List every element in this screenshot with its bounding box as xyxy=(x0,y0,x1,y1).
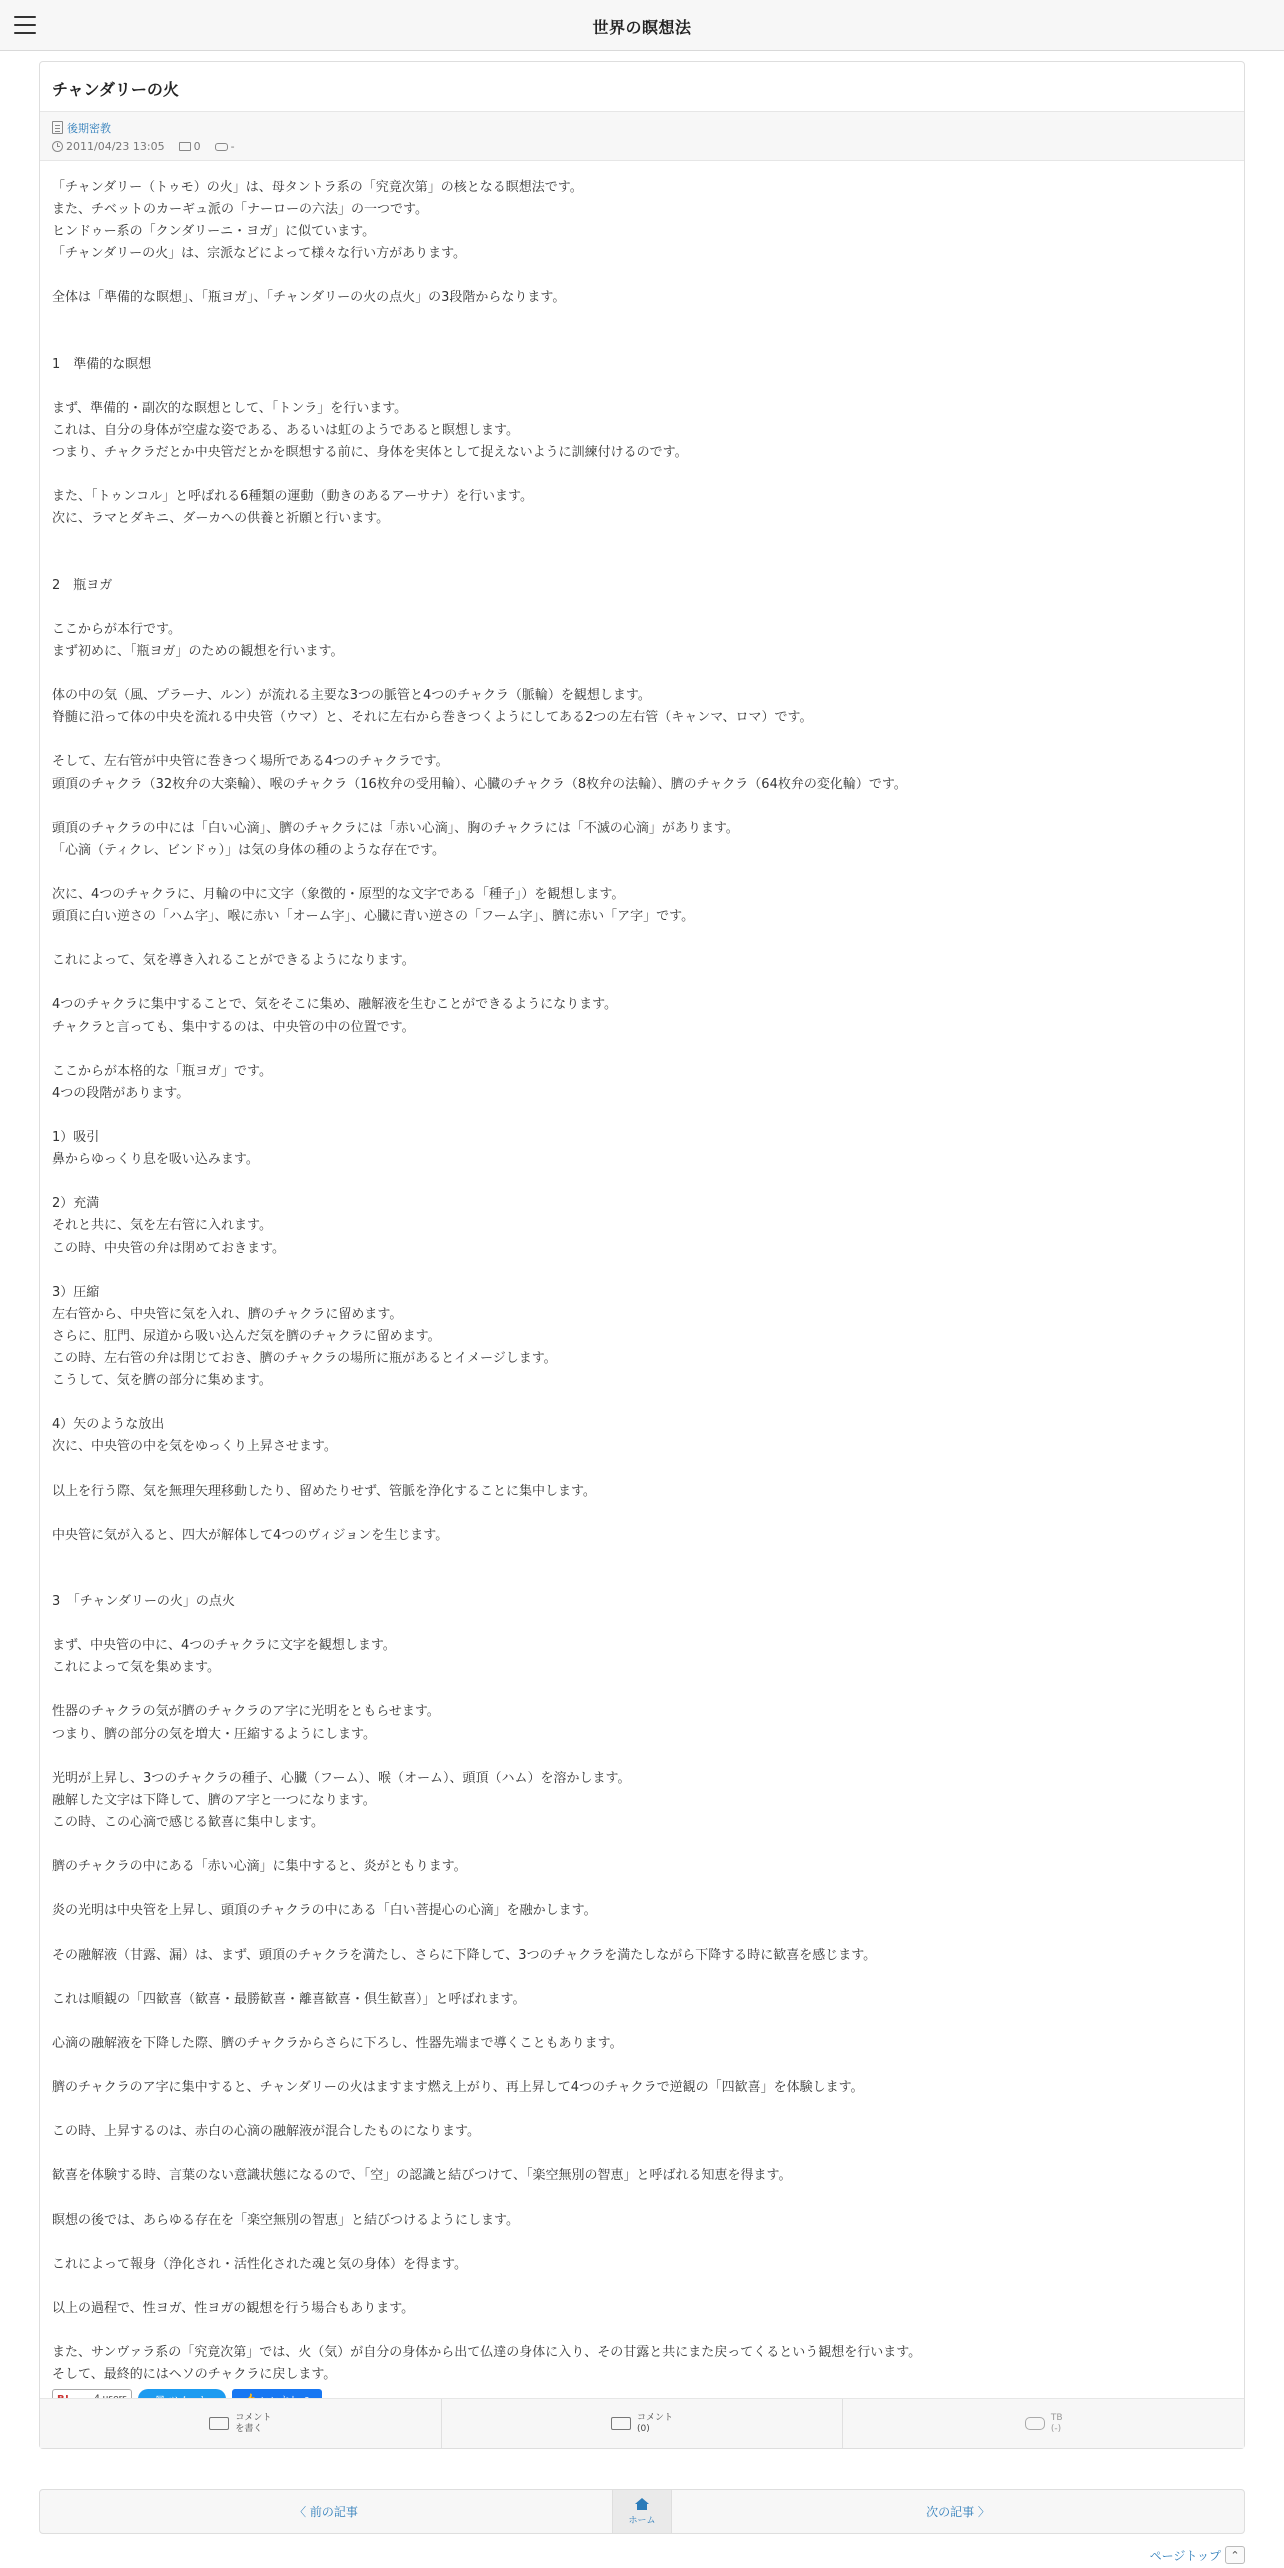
trackback-label-1: TB xyxy=(1050,2412,1063,2423)
body-line: 臍のチャクラの中にある「赤い心滴」に集中すると、炎がともります。 xyxy=(52,1859,467,1875)
body-line: 以上の過程で、性ヨガ、性ヨガの観想を行う場合もあります。 xyxy=(52,2301,415,2316)
body-line: 4つの段階があります。 xyxy=(52,1085,190,1101)
body-line: 頭頂のチャクラの中には「白い心滴」、臍のチャクラには「赤い心滴」、胸のチャクラには「不滅の心滴」があります。 xyxy=(52,820,739,836)
body-line: これによって報身（浄化され・活性化された魂と気の身体）を得ます。 xyxy=(52,2256,467,2272)
comment-count[interactable]: 0 xyxy=(193,140,201,153)
trackback-loop-icon xyxy=(1025,2417,1045,2430)
trackback-count[interactable]: - xyxy=(230,140,235,153)
body-line: 瞑想の後では、あらゆる存在を「楽空無別の智恵」と結びつけるようにします。 xyxy=(52,2212,519,2228)
body-line: つまり、チャクラだとか中央管だとかを瞑想する前に、身体を実体として捉えないように訓練付けるのです。 xyxy=(52,445,688,461)
blank-line xyxy=(52,531,1232,553)
body-line: つまり、臍の部分の気を増大・圧縮するようにします。 xyxy=(52,1726,376,1742)
body-line: これによって気を集めます。 xyxy=(52,1660,220,1676)
body-line: 鼻からゆっくり息を吸い込みます。 xyxy=(52,1152,259,1168)
body-line: これは順観の「四歓喜（歓喜・最勝歓喜・離喜歓喜・倶生歓喜）」と呼ばれます。 xyxy=(52,1991,526,2007)
home-label: ホーム xyxy=(628,2515,656,2526)
blank-line xyxy=(52,310,1232,332)
blank-line xyxy=(52,1746,1232,1768)
body-line: その融解液（甘露、漏）は、まず、頭頂のチャクラを満たし、さらに下降して、3つのチャクラを満たしながら下降する時に歓喜を感じます。 xyxy=(52,1947,877,1963)
blank-line xyxy=(52,265,1232,287)
body-line: この時、中央管の弁は閉めておきます。 xyxy=(52,1240,285,1256)
body-line: この時、この心滴で感じる歓喜に集中します。 xyxy=(52,1814,324,1830)
body-line: 炎の光明は中央管を上昇し、頭頂のチャクラの中にある「白い菩提心の心滴」を融かします。 xyxy=(52,1903,597,1919)
body-line: 頭頂に白い逆さの「ハム字」、喉に赤い「オーム字」、心臓に青い逆さの「フーム字」、臍に赤い「ア字」です。 xyxy=(52,909,695,925)
write-comment-label-2: を書く xyxy=(235,2423,263,2434)
article-title[interactable]: チャンダリーの火 xyxy=(40,62,1244,112)
home-button[interactable] xyxy=(612,2490,672,2533)
blank-line xyxy=(52,1967,1232,1989)
blank-line xyxy=(52,1878,1232,1900)
body-line: 2）充満 xyxy=(52,1196,100,1212)
article-action-bar xyxy=(40,2398,1244,2448)
body-line: 次に、ラマとダキニ、ダーカへの供養と祈願と行います。 xyxy=(52,511,390,527)
blank-line xyxy=(52,597,1232,619)
blank-line xyxy=(52,1171,1232,1193)
comments-label-2: (0) xyxy=(637,2423,650,2434)
page-top-link[interactable] xyxy=(1150,2546,1245,2564)
blank-line xyxy=(52,2276,1232,2298)
page-top-label: ページトップ xyxy=(1149,2548,1221,2563)
article-body xyxy=(40,161,1244,2386)
body-line: また、サンヴァラ系の「究竟次第」では、火（気）が自分の身体から出て仏達の身体に入り、その甘露と共にまた戻ってくるという観想を行います。 xyxy=(52,2345,922,2361)
blank-line xyxy=(52,553,1232,575)
trackback-label-2: (-) xyxy=(1050,2423,1062,2434)
write-comment-label-1: コメント xyxy=(235,2412,272,2423)
body-line: これによって、気を導き入れることができるようになります。 xyxy=(52,953,415,969)
post-datetime: 2011/04/23 13:05 xyxy=(66,140,165,153)
blank-line xyxy=(52,1503,1232,1525)
blank-line xyxy=(52,796,1232,818)
comment-bubble-icon xyxy=(611,2417,631,2430)
body-line: 2 瓶ヨガ xyxy=(52,577,113,593)
body-line: 中央管に気が入ると、四大が解体して4つのヴィジョンを生じます。 xyxy=(52,1527,449,1543)
pencil-comment-icon xyxy=(209,2417,229,2430)
body-line: 以上を行う際、気を無理矢理移動したり、留めたりせず、管脈を浄化することに集中します。 xyxy=(52,1483,596,1499)
blank-line xyxy=(52,2320,1232,2342)
blank-line xyxy=(52,1105,1232,1127)
blank-line xyxy=(52,2143,1232,2165)
blank-line xyxy=(52,376,1232,398)
body-line: 心滴の融解液を下降した際、臍のチャクラからさらに下ろし、性器先端まで導くこともあります。 xyxy=(52,2035,623,2051)
body-line: 3）圧縮 xyxy=(52,1284,100,1300)
body-line: ヒンドゥー系の「クンダリーニ・ヨガ」に似ています。 xyxy=(52,224,376,240)
body-line: 歓喜を体験する時、言葉のない意識状態になるので、「空」の認識と結びつけて、「楽空無別の智恵」と呼ばれる知恵を得ます。 xyxy=(52,2168,792,2184)
blank-line xyxy=(52,2232,1232,2254)
body-line: これは、自分の身体が空虚な姿である、あるいは虹のようであると瞑想します。 xyxy=(52,423,519,439)
body-line: まず、中央管の中に、4つのチャクラに文字を観想します。 xyxy=(52,1638,396,1654)
body-line: 融解した文字は下降して、臍のア字と一つになります。 xyxy=(52,1792,376,1808)
body-line: 4つのチャクラに集中することで、気をそこに集め、融解液を生むことができるようになります。 xyxy=(52,997,618,1013)
category-icon xyxy=(52,121,63,134)
body-line: また、チベットのカーギュ派の「ナーローの六法」の一つです。 xyxy=(52,202,428,218)
blank-line xyxy=(52,1613,1232,1635)
blank-line xyxy=(52,1458,1232,1480)
body-line: 光明が上昇し、3つのチャクラの種子、心臓（フーム）、喉（オーム）、頭頂（ハム）を溶かします。 xyxy=(52,1770,631,1786)
body-line: 次に、中央管の中を気をゆっくり上昇させます。 xyxy=(52,1439,337,1455)
body-line: チャクラと言っても、集中するのは、中央管の中の位置です。 xyxy=(52,1019,415,1035)
blank-line xyxy=(52,2188,1232,2210)
article-meta xyxy=(40,112,1244,161)
body-line: この時、上昇するのは、赤白の心滴の融解液が混合したものになります。 xyxy=(52,2124,480,2140)
body-line: 次に、4つのチャクラに、月輪の中に文字（象徴的・原型的な文字である「種子」）を観想します。 xyxy=(52,887,625,902)
comments-label-1: コメント xyxy=(637,2412,674,2423)
trackback-button[interactable] xyxy=(842,2399,1244,2448)
site-title[interactable]: 世界の瞑想法 xyxy=(592,18,692,37)
blank-line xyxy=(52,1039,1232,1061)
blank-line xyxy=(52,1569,1232,1591)
body-line: 1 準備的な瞑想 xyxy=(52,356,152,372)
blank-line xyxy=(52,928,1232,950)
body-line: また、「トゥンコル」と呼ばれる6種類の運動（動きのあるアーサナ）を行います。 xyxy=(52,489,534,505)
body-line: さらに、肛門、尿道から吸い込んだ気を臍のチャクラに留めます。 xyxy=(52,1328,441,1344)
comments-button[interactable] xyxy=(441,2399,843,2448)
body-line: 性器のチャクラの気が臍のチャクラのア字に光明をともらせます。 xyxy=(52,1704,440,1720)
article-card xyxy=(39,61,1245,2449)
body-line: こうして、気を臍の部分に集めます。 xyxy=(52,1373,272,1389)
body-line: 「心滴（ティクレ、ビンドゥ）」は気の身体の種のような存在です。 xyxy=(52,842,446,858)
blank-line xyxy=(52,332,1232,354)
body-line: 頭頂のチャクラ（32枚弁の大楽輪）、喉のチャクラ（16枚弁の受用輪）、心臓のチャクラ（8枚弁の法輪）、臍のチャクラ（64枚弁の変化輪）です。 xyxy=(52,776,907,792)
body-line: 4）矢のような放出 xyxy=(52,1417,165,1433)
body-line: そして、左右管が中央管に巻きつく場所である4つのチャクラです。 xyxy=(52,754,449,770)
clock-icon xyxy=(52,141,63,152)
trackback-icon xyxy=(215,143,228,151)
prev-article-link[interactable]: 〈 前の記事 xyxy=(294,2505,358,2519)
article-navigation xyxy=(39,2489,1245,2534)
body-line: ここからが本格的な「瓶ヨガ」です。 xyxy=(52,1063,272,1079)
body-line: 3 「チャンダリーの火」の点火 xyxy=(52,1594,235,1609)
home-icon xyxy=(635,2498,649,2510)
body-line: まず、準備的・副次的な瞑想として、「トンラ」を行います。 xyxy=(52,400,408,416)
category-link[interactable]: 後期密教 xyxy=(67,121,111,135)
body-line: ここからが本行です。 xyxy=(52,621,181,637)
blank-line xyxy=(52,2011,1232,2033)
comment-icon xyxy=(179,142,191,151)
blank-line xyxy=(52,1547,1232,1569)
body-line: 全体は「準備的な瞑想」、「瓶ヨガ」、「チャンダリーの火の点火」の3段階からなります。 xyxy=(52,290,566,306)
blank-line xyxy=(52,1260,1232,1282)
blank-line xyxy=(52,2099,1232,2121)
blank-line xyxy=(52,1679,1232,1701)
write-comment-button[interactable] xyxy=(40,2399,441,2448)
blank-line xyxy=(52,1922,1232,1944)
body-line: 体の中の気（風、プラーナ、ルン）が流れる主要な3つの脈管と4つのチャクラ（脈輪）を観想します。 xyxy=(52,688,651,704)
body-line: まず初めに、「瓶ヨガ」のための観想を行います。 xyxy=(52,643,344,659)
blank-line xyxy=(52,464,1232,486)
blank-line xyxy=(52,972,1232,994)
blank-line xyxy=(52,862,1232,884)
next-article-link[interactable]: 次の記事 〉 xyxy=(926,2505,990,2519)
blank-line xyxy=(52,729,1232,751)
body-line: 「チャンダリー（トゥモ）の火」は、母タントラ系の「究竟次第」の核となる瞑想法です。 xyxy=(52,180,583,195)
blank-line xyxy=(52,1392,1232,1414)
body-line: 臍のチャクラのア字に集中すると、チャンダリーの火はますます燃え上がり、再上昇して4つのチャクラで逆観の「四歓喜」を体験します。 xyxy=(52,2080,864,2096)
blank-line xyxy=(52,2055,1232,2077)
body-line: 左右管から、中央管に気を入れ、臍のチャクラに留めます。 xyxy=(52,1306,403,1322)
top-header xyxy=(0,0,1284,51)
body-line: この時、左右管の弁は閉じておき、臍のチャクラの場所に瓶があるとイメージします。 xyxy=(52,1350,557,1366)
body-line: 「チャンダリーの火」は、宗派などによって様々な行い方があります。 xyxy=(52,246,467,262)
body-line: 1）吸引 xyxy=(52,1130,100,1146)
body-line: 脊髄に沿って体の中央を流れる中央管（ウマ）と、それに左右から巻きつくようにしてある2つの左右管（キャンマ、ロマ）です。 xyxy=(52,710,813,726)
body-line: それと共に、気を左右管に入れます。 xyxy=(52,1218,272,1234)
blank-line xyxy=(52,663,1232,685)
chevron-up-icon: ⌃ xyxy=(1225,2546,1245,2564)
blank-line xyxy=(52,1834,1232,1856)
body-line: そして、最終的にはヘソのチャクラに戻します。 xyxy=(52,2367,337,2383)
